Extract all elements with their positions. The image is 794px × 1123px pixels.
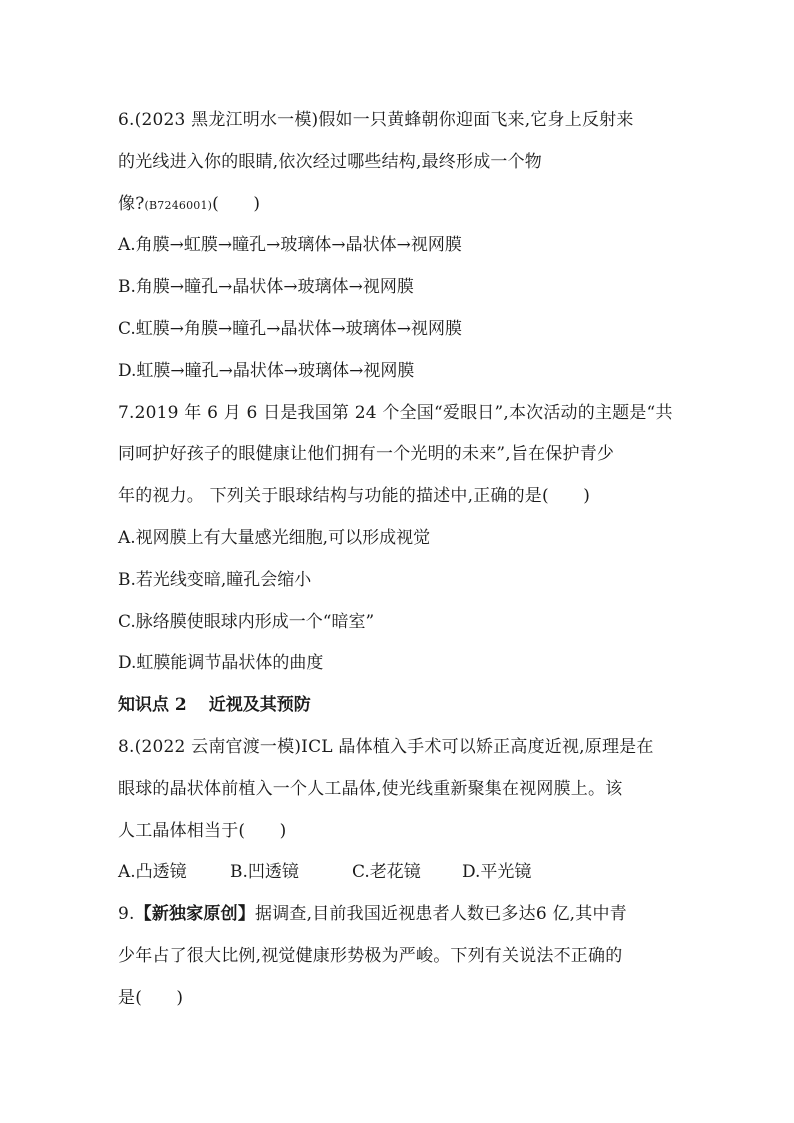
question-9-line-2: 少年占了很大比例,视觉健康形势极为严峻。下列有关说法不正确的 (118, 945, 623, 966)
question-9-number: 9. (118, 904, 135, 925)
question-9 (118, 894, 678, 1019)
question-6 (118, 100, 678, 393)
question-7-line-3: 年的视力。 下列关于眼球结构与功能的描述中,正确的是( ) (118, 486, 591, 507)
question-8-options (118, 852, 678, 894)
question-8-line-2: 眼球的晶状体前植入一个人工晶体,使光线重新聚集在视网膜上。该 (118, 778, 623, 799)
question-7-option-a: A.视网膜上有大量感光细胞,可以形成视觉 (118, 527, 431, 548)
question-6-line-1: 6.(2023 黑龙江明水一模)假如一只黄蜂朝你迎面飞来,它身上反射来 (118, 110, 634, 130)
section-heading (118, 685, 678, 727)
question-6-option-d: D.虹膜→瞳孔→晶状体→玻璃体→视网膜 (118, 360, 415, 381)
question-8-line-3: 人工晶体相当于( ) (118, 820, 287, 841)
question-6-line-2: 的光线进入你的眼睛,依次经过哪些结构,最终形成一个物 (118, 151, 543, 172)
question-9-line-3: 是( ) (118, 987, 184, 1008)
question-8-option-b: B.凹透镜 (230, 862, 299, 883)
question-9-line-1-text: 据调查,目前我国近视患者人数已多达6 亿,其中青 (255, 904, 627, 925)
question-6-line-3-text: 像? (118, 193, 145, 214)
question-9-line-1 (118, 894, 678, 936)
question-7-option-d: D.虹膜能调节晶状体的曲度 (118, 653, 324, 674)
question-6-answer-paren: ( ) (212, 193, 261, 214)
question-8-option-a: A.凸透镜 (118, 862, 187, 883)
worksheet-page (118, 100, 678, 1020)
question-6-option-b: B.角膜→瞳孔→晶状体→玻璃体→视网膜 (118, 277, 414, 298)
question-7-option-c: C.脉络膜使眼球内形成一个“暗室” (118, 611, 375, 632)
question-7 (118, 393, 678, 686)
question-7-option-b: B.若光线变暗,瞳孔会缩小 (118, 569, 312, 590)
section-label: 知识点 2 (118, 695, 187, 716)
question-8-line-1: 8.(2022 云南官渡一模)ICL 晶体植入手术可以矫正高度近视,原理是在 (118, 736, 654, 757)
question-6-option-c: C.虹膜→角膜→瞳孔→晶状体→玻璃体→视网膜 (118, 318, 463, 339)
question-8-option-d: D.平光镜 (462, 862, 532, 883)
question-6-line-3 (118, 184, 678, 226)
question-9-tag: 【新独家原创】 (134, 904, 256, 925)
question-7-line-2: 同呵护好孩子的眼健康让他们拥有一个光明的未来”,旨在保护青少 (118, 444, 615, 465)
question-8 (118, 727, 678, 894)
question-6-option-a: A.角膜→虹膜→瞳孔→玻璃体→晶状体→视网膜 (118, 235, 462, 256)
question-7-line-1: 7.2019 年 6 月 6 日是我国第 24 个全国“爱眼日”,本次活动的主题是“共 (118, 402, 673, 423)
question-6-code: (B7246001) (144, 198, 213, 212)
section-title: 近视及其预防 (208, 695, 311, 716)
question-8-option-c: C.老花镜 (352, 862, 421, 883)
